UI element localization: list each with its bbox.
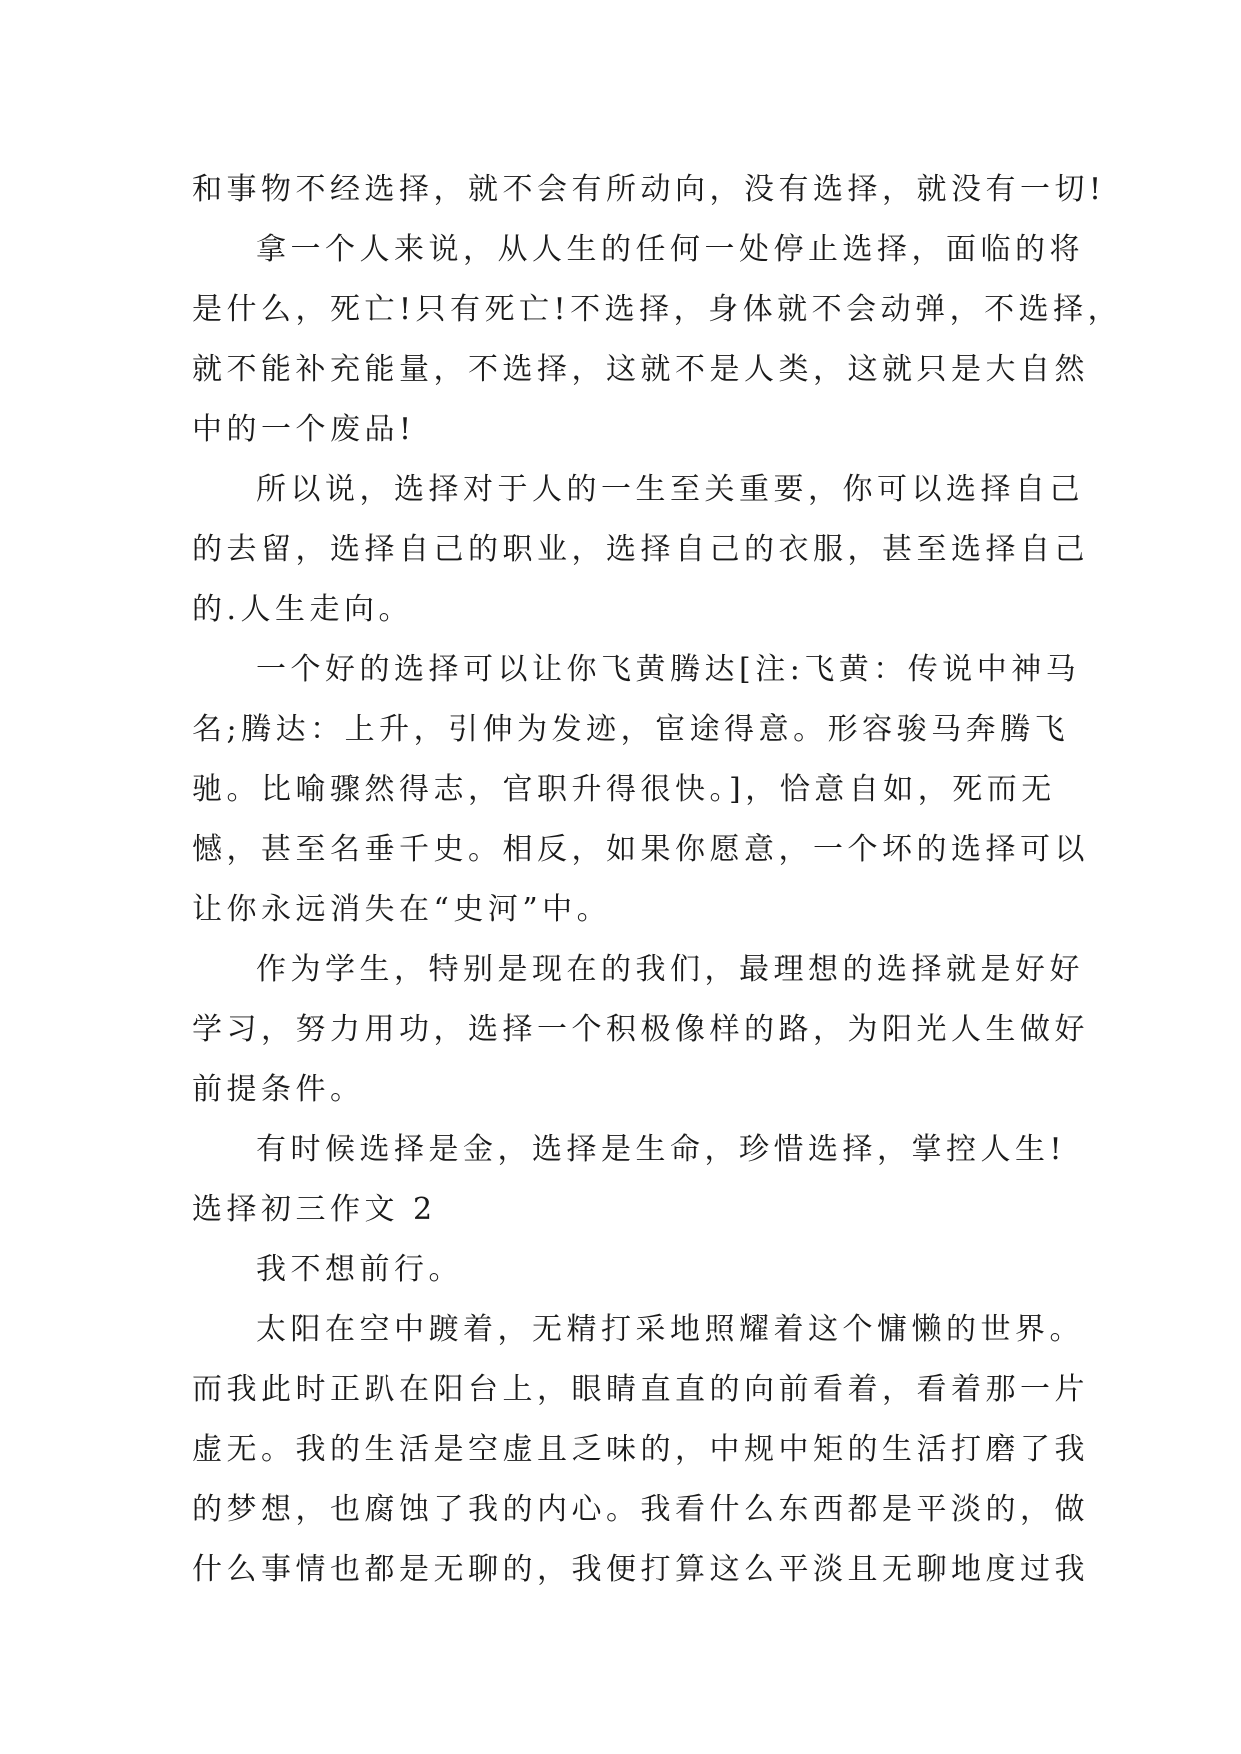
text-line: 而我此时正趴在阳台上，眼睛直直的向前看着，看着那一片	[192, 1372, 1089, 1407]
text-line: 的梦想，也腐蚀了我的内心。我看什么东西都是平淡的，做	[192, 1492, 1089, 1527]
paragraph-first-line: 我不想前行。	[256, 1252, 463, 1287]
text-line: 驰。比喻骤然得志，官职升得很快。]，恰意自如，死而无	[192, 772, 1056, 807]
text-line: 让你永远消失在“史河”中。	[192, 892, 612, 927]
paragraph-first-line: 作为学生，特别是现在的我们，最理想的选择就是好好	[256, 952, 1084, 987]
paragraph-first-line: 所以说，选择对于人的一生至关重要，你可以选择自己	[256, 472, 1084, 507]
paragraph-first-line: 太阳在空中踱着，无精打采地照耀着这个慵懒的世界。	[256, 1312, 1084, 1347]
text-line: 的去留，选择自己的职业，选择自己的衣服，甚至选择自己	[192, 532, 1089, 567]
text-line: 前提条件。	[192, 1072, 365, 1107]
text-line: 什么事情也都是无聊的，我便打算这么平淡且无聊地度过我	[192, 1552, 1089, 1587]
document-body	[192, 160, 1123, 1600]
text-line: 虚无。我的生活是空虚且乏味的，中规中矩的生活打磨了我	[192, 1432, 1089, 1467]
text-line: 憾，甚至名垂千史。相反，如果你愿意，一个坏的选择可以	[192, 832, 1089, 867]
text-line: 和事物不经选择，就不会有所动向，没有选择，就没有一切!	[192, 172, 1106, 207]
text-line: 的.人生走向。	[192, 592, 414, 627]
text-line: 就不能补充能量，不选择，这就不是人类，这就只是大自然	[192, 352, 1089, 387]
text-line: 是什么，死亡!只有死亡!不选择，身体就不会动弹，不选择，	[192, 292, 1123, 327]
section-heading: 选择初三作文 2	[192, 1192, 437, 1227]
paragraph-first-line: 一个好的选择可以让你飞黄腾达[注:飞黄：传说中神马	[256, 652, 1081, 687]
text-line: 学习，努力用功，选择一个积极像样的路，为阳光人生做好	[192, 1012, 1089, 1047]
paragraph-first-line: 拿一个人来说，从人生的任何一处停止选择，面临的将	[256, 232, 1084, 267]
text-line: 名;腾达：上升，引伸为发迹，宦途得意。形容骏马奔腾飞	[192, 712, 1070, 747]
text-line: 中的一个废品!	[192, 412, 416, 447]
paragraph-first-line: 有时候选择是金，选择是生命，珍惜选择，掌控人生!	[256, 1132, 1067, 1167]
